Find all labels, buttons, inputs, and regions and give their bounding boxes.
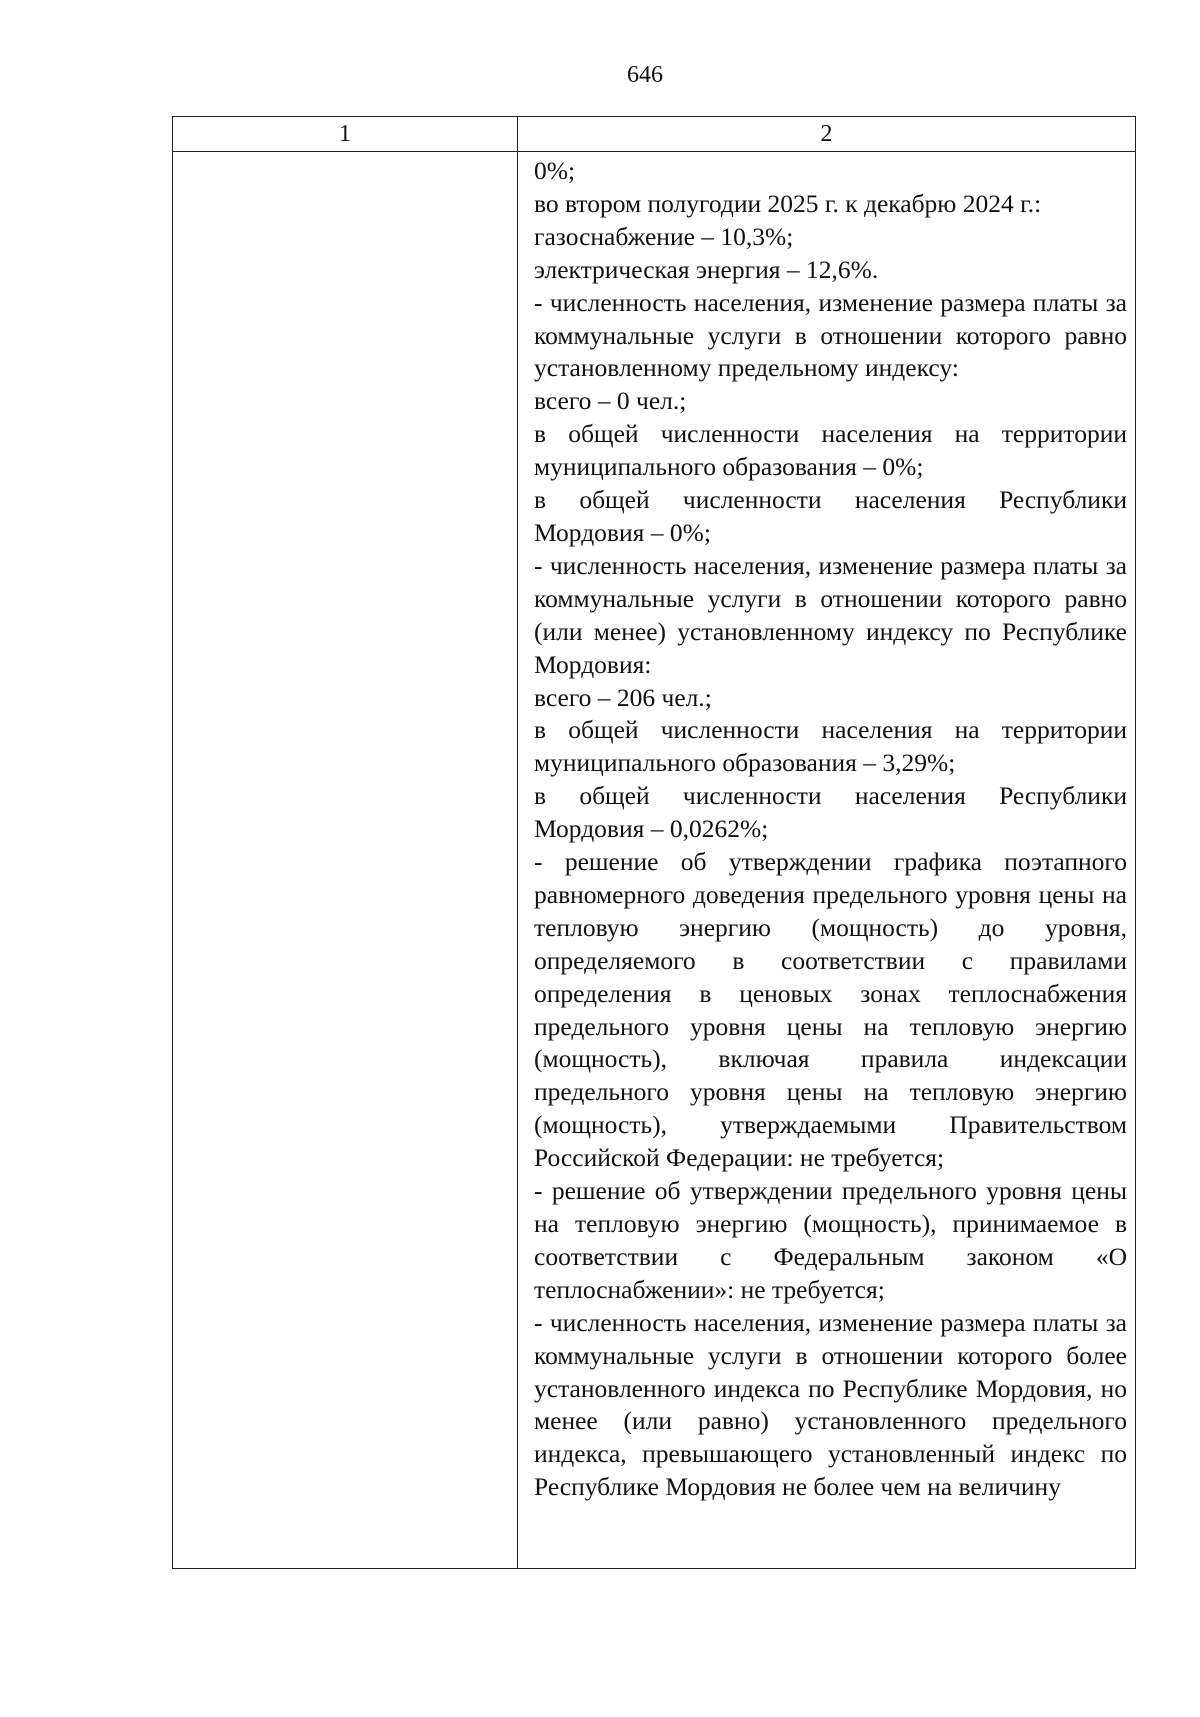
column-header-1: 1 xyxy=(173,117,518,152)
paragraph: в общей численности населения на территории муниципального образования – 3,29%; xyxy=(534,715,1127,778)
paragraph: - решение об утверждении графика поэтапного равномерного доведения предельного уровня цены на тепловую энергию (мощность) до уровня, определяемого в соответствии с правилами определения в ценовых зонах теплоснабжения предельного уровня цены на тепловую энергию (мощность), включая правила индексации предельного уровня цены на тепловую энергию (мощность), утверждаемыми Правительством Российской Федерации: не требуется; xyxy=(534,847,1127,1173)
document-table xyxy=(172,116,1136,1569)
column-2-text xyxy=(518,152,1135,1504)
paragraph: в общей численности населения на территории муниципального образования – 0%; xyxy=(534,419,1127,482)
column-2-cell xyxy=(518,152,1136,1569)
table-row xyxy=(173,152,1136,1569)
table-header-row xyxy=(173,117,1136,152)
paragraph: во втором полугодии 2025 г. к декабрю 2024 г.: xyxy=(534,188,1042,218)
column-header-2: 2 xyxy=(518,117,1136,152)
paragraph: - решение об утверждении предельного уровня цены на тепловую энергию (мощность), принимаемое в соответствии с Федеральным законом «О теплоснабжении»: не требуется; xyxy=(534,1176,1127,1304)
paragraph: газоснабжение – 10,3%; xyxy=(534,221,794,251)
paragraph: в общей численности населения Республики Мордовия – 0,0262%; xyxy=(534,781,1127,844)
column-1-cell xyxy=(173,152,518,1569)
paragraph: - численность населения, изменение размера платы за коммунальные услуги в отношении которого равно (или менее) установленному индексу по Республике Мордовия: xyxy=(534,550,1127,679)
paragraph: в общей численности населения Республики Мордовия – 0%; xyxy=(534,485,1127,547)
paragraph: - численность населения, изменение размера платы за коммунальные услуги в отношении которого более установленного индекса по Республике Мордовия, но менее (или равно) установленного предельного индекса, превышающего установленный индекс по Республике Мордовия не более чем на величину xyxy=(534,1307,1127,1502)
paragraph: всего – 206 чел.; xyxy=(534,682,712,712)
page-number: 646 xyxy=(627,62,663,88)
paragraph: 0%; xyxy=(534,156,576,185)
paragraph: электрическая энергия – 12,6%. xyxy=(534,254,879,284)
paragraph: - численность населения, изменение размера платы за коммунальные услуги в отношении которого равно установленному предельному индексу: xyxy=(534,287,1127,383)
paragraph: всего – 0 чел.; xyxy=(534,386,687,416)
